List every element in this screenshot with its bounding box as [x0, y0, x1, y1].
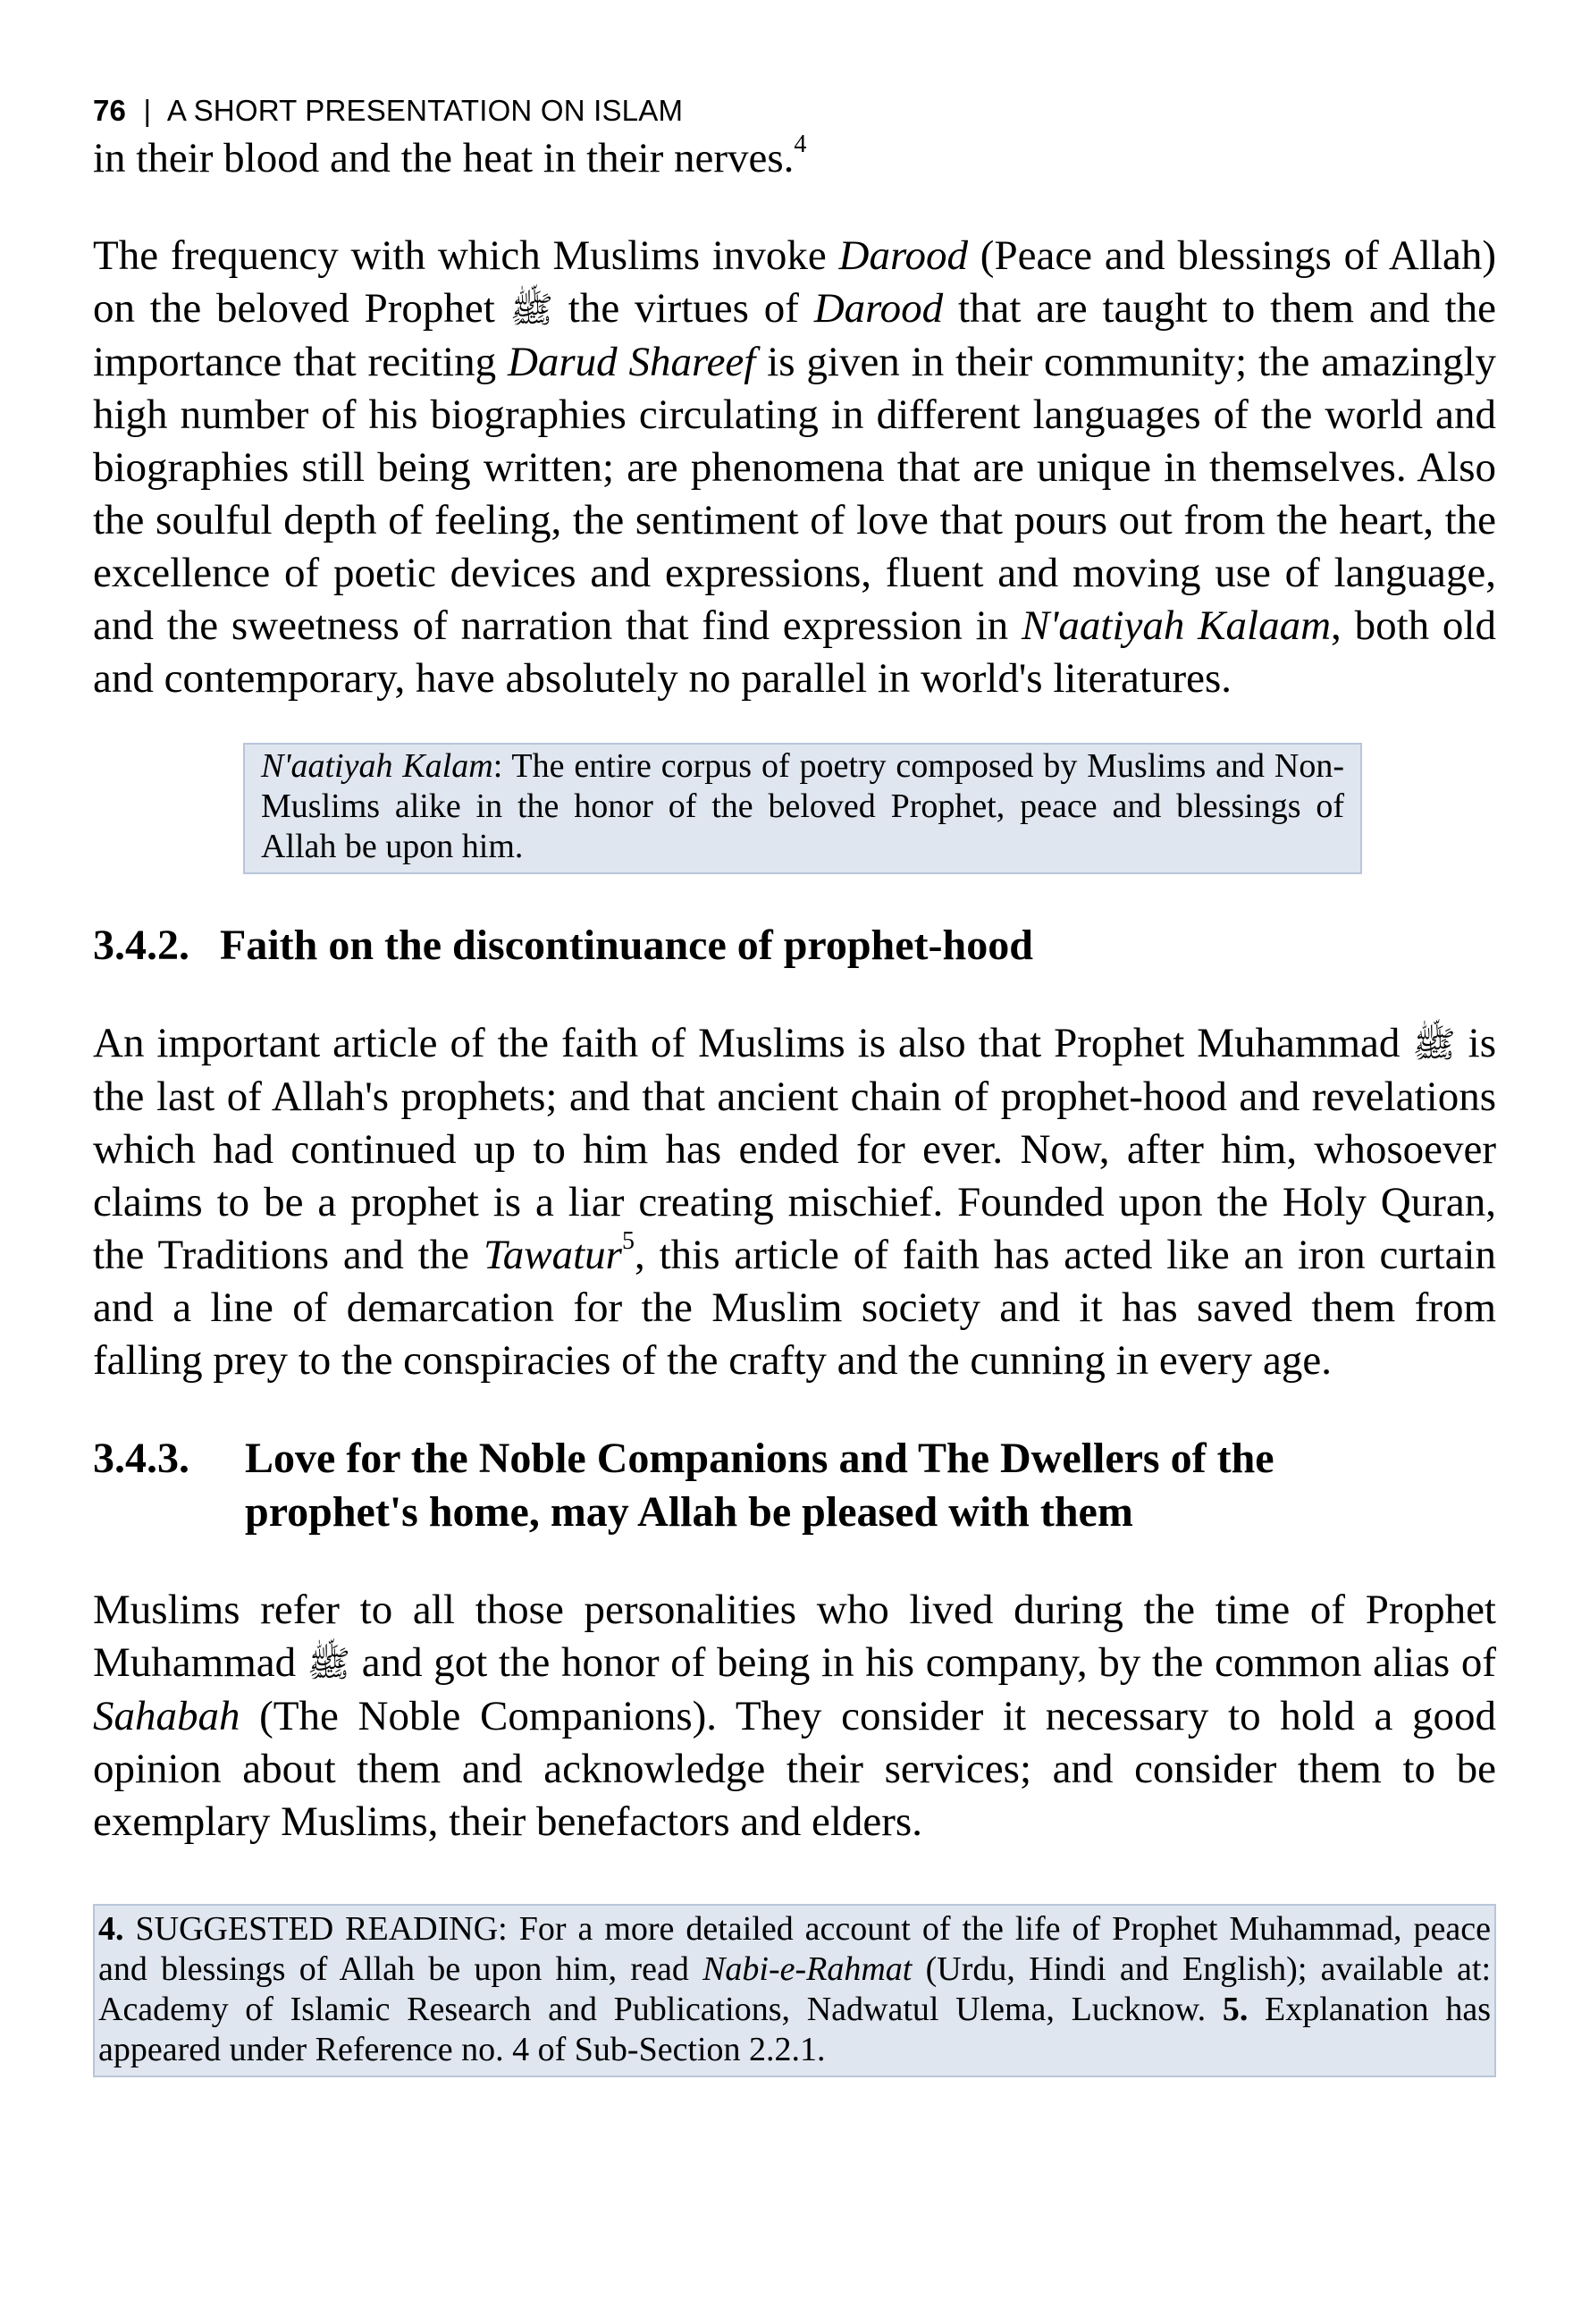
term-darood: Darood — [838, 232, 969, 279]
companions-text-2: and got the honor of being in his company, by the common alias of — [350, 1639, 1496, 1686]
footnote-number-4: 4. — [98, 1910, 124, 1948]
term-tawatur: Tawatur — [483, 1232, 622, 1278]
term-naatiyah-kalaam: N'aatiyah Kalaam — [1021, 602, 1332, 649]
footnote-4-text-1: SUGGESTED READING: For a more detailed account of the life of Prophet Muhammad, peace and blessings of Allah be upon him, read — [98, 1910, 1491, 1988]
footnotes-box — [93, 1904, 1496, 2077]
footnote-4-text-2: (Urdu, Hindi and English); available at: Academy of Islamic Research and Publications, Nadwatul Ulema, Lucknow. — [98, 1950, 1492, 2028]
book-title: A SHORT PRESENTATION ON ISLAM — [166, 94, 684, 127]
continuation-text: in their blood and the heat in their nerves. — [93, 135, 795, 181]
companions-paragraph — [93, 1584, 1496, 1848]
glossary-definition: The entire corpus of poetry composed by Muslims and Non-Muslims alike in the honor of the beloved Prophet, peace and blessings of Allah be upon him. — [261, 747, 1344, 865]
darood-text-6: , both old and contemporary, have absolutely no parallel in world's literatures. — [93, 602, 1496, 702]
section-title: Faith on the discontinuance of prophet-hood — [220, 922, 1033, 969]
honorific-symbol: ﷺ — [307, 1644, 351, 1684]
honorific-symbol: ﷺ — [509, 290, 553, 330]
companions-text-3: (The Noble Companions). They consider it necessary to hold a good opinion about them and acknowledge their services; and consider them to be exemplary Muslims, their benefactors and elders. — [93, 1693, 1496, 1845]
header-separator: | — [143, 94, 152, 127]
footnote-ref-4[interactable]: 4 — [794, 131, 807, 158]
section-number: 3.4.2. — [93, 922, 189, 969]
darood-text-4: that are taught to them and the importance that reciting — [93, 285, 1496, 385]
page — [93, 89, 1496, 2077]
darood-text-2: (Peace and blessings of Allah) on the beloved Prophet — [93, 232, 1497, 332]
footnote-ref-5[interactable]: 5 — [621, 1227, 635, 1255]
term-darood-2: Darood — [813, 285, 944, 332]
running-header — [93, 89, 1496, 132]
prophethood-text-2: is the last of Allah's prophets; and that ancient chain of prophet-hood and revelations which had continued up to him has ended for ever. Now, after him, whosoever claims to be a prophet is a liar creating mischief. Founded upon the Holy Quran, the Traditions and the — [93, 1020, 1496, 1278]
prophethood-paragraph — [93, 1017, 1496, 1387]
footnote-5-text: Explanation has appeared under Reference no. 4 of Sub-Section 2.2.1. — [98, 1991, 1491, 2068]
section-number: 3.4.3. — [93, 1435, 189, 1482]
section-heading-342 — [93, 919, 1496, 973]
glossary-colon: : — [492, 747, 503, 785]
darood-text-5: is given in their community; the amazingly high number of his biographies circulating in different languages of the world and biographies still being written; are phenomena that are unique in themselves. Also the soulful depth of feeling, the sentiment of love that pours out from the heart, the excellence of poetic devices and expressions, fluent and moving use of language, and the sweetness of narration that find expression in — [93, 339, 1497, 649]
prophethood-text-1: An important article of the faith of Muslims is also that Prophet Muhammad — [93, 1020, 1413, 1066]
glossary-term: N'aatiyah Kalam — [261, 747, 493, 785]
darood-text-3: the virtues of — [552, 285, 814, 332]
darood-paragraph — [93, 230, 1496, 705]
honorific-symbol: ﷺ — [1412, 1024, 1456, 1065]
term-nabi-e-rahmat: Nabi-e-Rahmat — [702, 1950, 913, 1988]
companions-text-1: Muslims refer to all those personalities who lived during the time of Prophet Muhammad — [93, 1587, 1496, 1686]
darood-text-1: The frequency with which Muslims invoke — [93, 232, 839, 279]
section-heading-343 — [93, 1432, 1496, 1539]
prophethood-text-3: , this article of faith has acted like an iron curtain and a line of demarcation for the Muslim society and it has saved them from falling prey to the conspiracies of the crafty and the cunning in every age. — [93, 1232, 1496, 1384]
term-darud-shareef: Darud Shareef — [507, 339, 756, 385]
glossary-box — [243, 743, 1362, 874]
section-title: Love for the Noble Companions and The Dwellers of the prophet's home, may Allah be pleased with them — [245, 1435, 1274, 1536]
page-number: 76 — [93, 94, 127, 127]
continuation-paragraph — [93, 132, 1496, 185]
term-sahabah: Sahabah — [93, 1693, 240, 1739]
footnote-number-5: 5. — [1222, 1991, 1249, 2028]
